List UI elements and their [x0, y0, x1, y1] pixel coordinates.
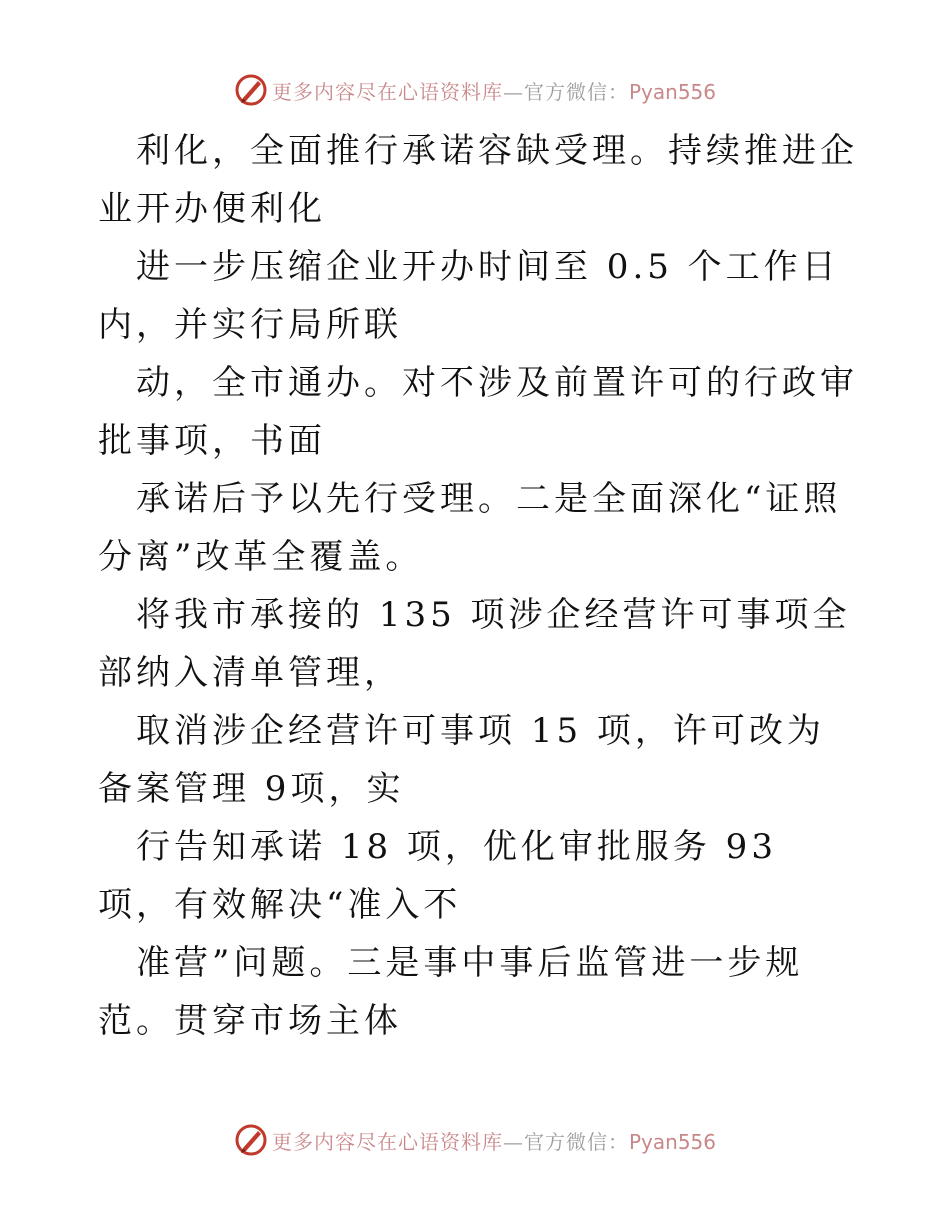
paragraph-continuation: 项，书面: [174, 421, 326, 461]
banner-text: [272, 1126, 716, 1155]
banner-dash: —: [502, 1129, 524, 1154]
pen-logo-icon: [234, 73, 268, 107]
paragraph-first-line: 利化，全面推行承诺容缺受理。持续推进企业开: [98, 131, 858, 229]
paragraph-first-line: 承诺后予以先行受理。二是全面深化“证照分: [98, 479, 842, 577]
paragraph: [98, 354, 858, 470]
paragraph-continuation: 理 9项，实: [212, 769, 405, 809]
banner-dash: —: [502, 79, 524, 104]
banner-account: Pyan556: [628, 79, 716, 104]
paragraph-continuation: 办便利化: [174, 189, 326, 229]
banner-text: [272, 76, 716, 105]
paragraph-continuation: 穿市场主体: [212, 1001, 402, 1041]
paragraph-first-line: 进一步压缩企业开办时间至 0.5 个工作日内，: [98, 247, 840, 345]
paragraph: [98, 122, 858, 238]
paragraph-first-line: 行告知承诺 18 项，优化审批服务 93 项，有效: [98, 827, 777, 925]
document-body: [98, 122, 858, 1050]
paragraph: [98, 586, 858, 702]
paragraph-continuation: 离”改革全覆盖。: [136, 537, 424, 577]
banner-wechat-label: 官方微信：: [523, 1129, 629, 1154]
paragraph: [98, 702, 858, 818]
banner-site-text: 更多内容尽在心语资料库: [271, 79, 503, 104]
footer-watermark-banner: [0, 1120, 950, 1160]
header-watermark-banner: [0, 70, 950, 110]
paragraph: [98, 470, 858, 586]
paragraph-first-line: 准营”问题。三是事中事后监管进一步规范。贯: [98, 943, 804, 1041]
paragraph-continuation: 解决“准入不: [250, 885, 462, 925]
paragraph: [98, 818, 858, 934]
paragraph-continuation: 并实行局所联: [174, 305, 402, 345]
paragraph: [98, 934, 858, 1050]
paragraph-first-line: 动，全市通办。对不涉及前置许可的行政审批事: [98, 363, 858, 461]
paragraph-first-line: 取消涉企经营许可事项 15 项，许可改为备案管: [98, 711, 825, 809]
pen-logo-icon: [234, 1123, 268, 1157]
banner-account: Pyan556: [628, 1129, 716, 1154]
paragraph-first-line: 将我市承接的 135 项涉企经营许可事项全部纳: [98, 595, 851, 693]
banner-wechat-label: 官方微信：: [523, 79, 629, 104]
paragraph-continuation: 入清单管理，: [174, 653, 402, 693]
banner-site-text: 更多内容尽在心语资料库: [271, 1129, 503, 1154]
paragraph: [98, 238, 858, 354]
